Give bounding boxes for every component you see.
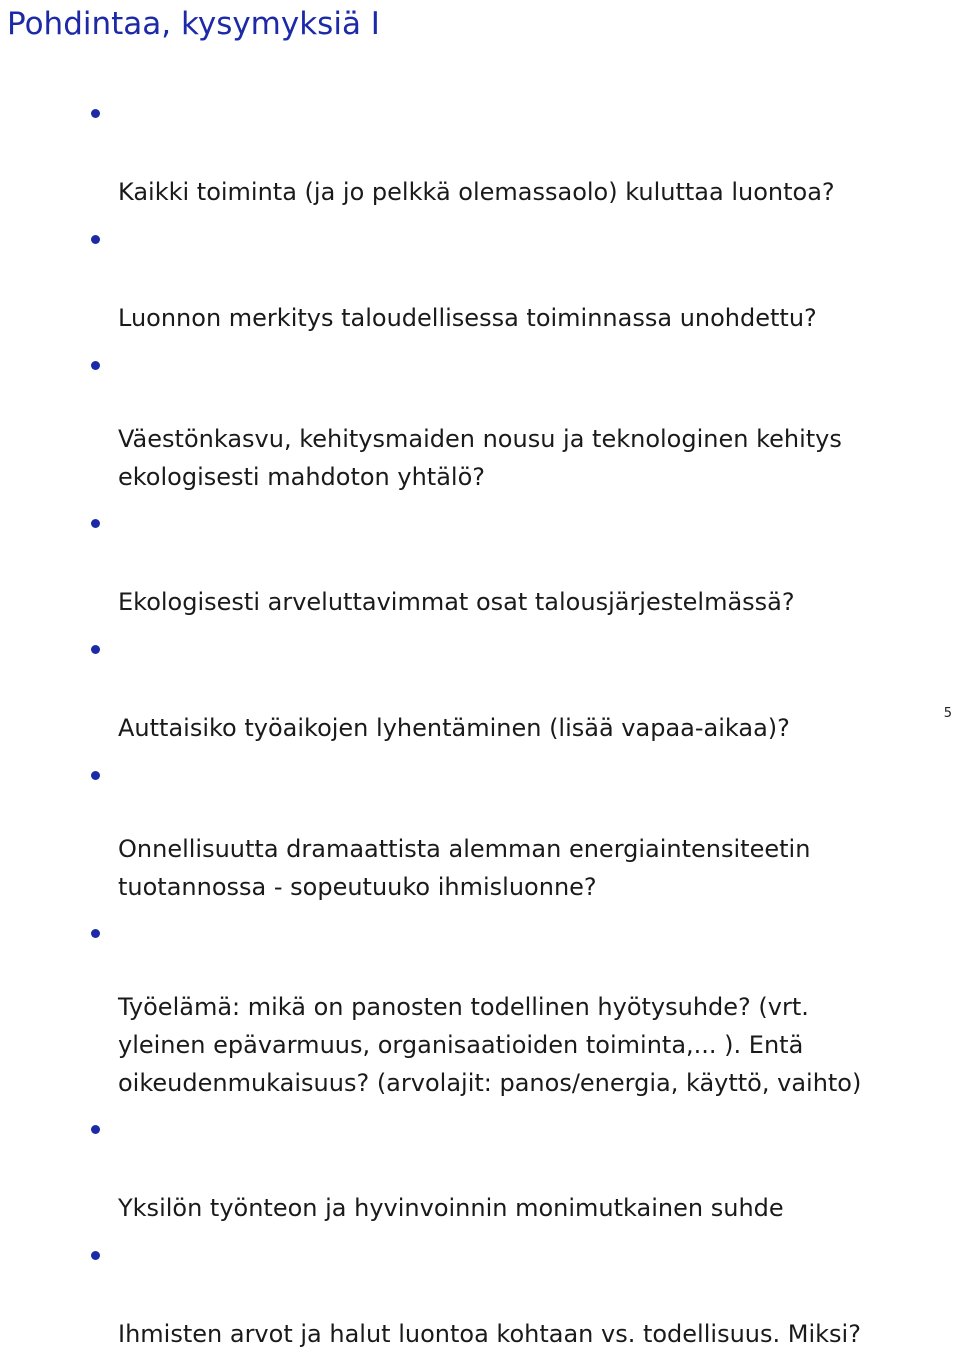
bullet-text: Työelämä: mikä on panosten todellinen hyötysuhde? (vrt. yleinen epävarmuus, organisaatioiden toiminta,... ). Entä oikeudenmukaisuus? (arvolajit: panos/energia, käyttö, vaihto)	[118, 993, 862, 1097]
bullet-text: Onnellisuutta dramaattista alemman energiaintensiteetin tuotannossa - sopeutuuko ihmisluonne?	[118, 835, 811, 901]
page-number: 5	[943, 706, 952, 721]
bullet-item-2	[0, 218, 960, 338]
bullet-text: Ihmisten arvot ja halut luontoa kohtaan vs. todellisuus. Miksi?	[118, 1320, 861, 1348]
slide-title: Pohdintaa, kysymyksiä I	[7, 6, 380, 42]
bullet-dot-icon	[91, 235, 100, 244]
bullet-dot-icon	[91, 771, 100, 780]
bullet-item-3	[0, 344, 960, 496]
bullet-item-6	[0, 754, 960, 906]
bullet-dot-icon	[91, 1251, 100, 1260]
bullet-dot-icon	[91, 519, 100, 528]
bullet-item-5	[0, 628, 960, 748]
bullet-text: Ekologisesti arveluttavimmat osat talousjärjestelmässä?	[118, 588, 795, 616]
bullet-list	[0, 92, 960, 1360]
bullet-text: Auttaisiko työaikojen lyhentäminen (lisää vapaa-aikaa)?	[118, 714, 790, 742]
bullet-text: Väestönkasvu, kehitysmaiden nousu ja teknologinen kehitys ekologisesti mahdoton yhtälö?	[118, 425, 842, 491]
bullet-dot-icon	[91, 109, 100, 118]
bullet-dot-icon	[91, 645, 100, 654]
bullet-text: Kaikki toiminta (ja jo pelkkä olemassaolo) kuluttaa luontoa?	[118, 178, 835, 206]
bullet-dot-icon	[91, 929, 100, 938]
bullet-text: Yksilön työnteon ja hyvinvoinnin monimutkainen suhde	[118, 1194, 784, 1222]
bullet-item-4	[0, 502, 960, 622]
bullet-item-9	[0, 1234, 960, 1354]
bullet-dot-icon	[91, 361, 100, 370]
bullet-text: Luonnon merkitys taloudellisessa toiminnassa unohdettu?	[118, 304, 817, 332]
bullet-item-8	[0, 1108, 960, 1228]
bullet-item-7	[0, 912, 960, 1102]
bullet-dot-icon	[91, 1125, 100, 1134]
bullet-item-1	[0, 92, 960, 212]
